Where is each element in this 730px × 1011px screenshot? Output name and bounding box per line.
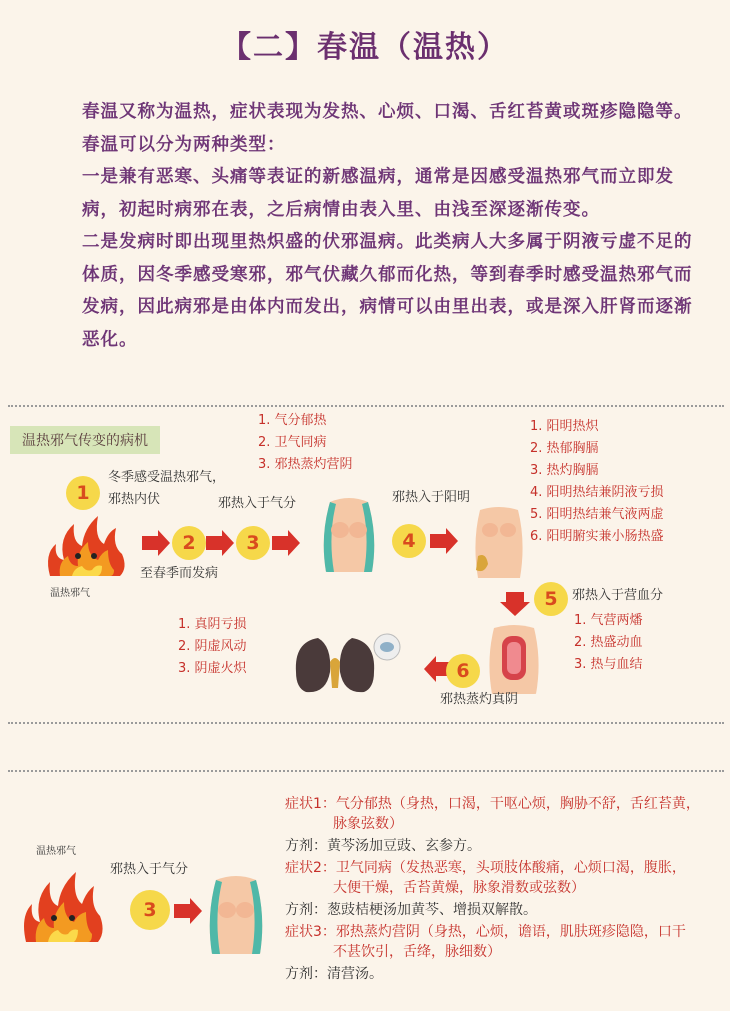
arrow-right-icon	[430, 528, 458, 554]
fire-icon	[42, 510, 130, 580]
step-number-badge: 3	[236, 526, 270, 560]
symptom-text: 不甚饮引，舌绛，脉细数）	[333, 944, 501, 960]
fire-label: 温热邪气	[36, 846, 76, 857]
arrow-right-icon	[174, 898, 202, 924]
list-item: 2. 热郁胸膈	[530, 441, 599, 456]
step1-text: 邪热内伏	[108, 492, 161, 507]
list-item: 1. 气营两燔	[574, 613, 643, 628]
intro-paragraph-2: 一是兼有恶寒、头痛等表证的新感温病，通常是因感受温热邪气而立即发病，初起时病邪在表，之后病情由表入里、由浅至深逐渐传变。	[82, 167, 674, 220]
formula-label: 方剂：	[285, 902, 327, 918]
list-item: 2. 卫气同病	[258, 435, 327, 450]
step6-text: 邪热蒸灼真阴	[440, 692, 519, 707]
kidney-liver-illustration	[292, 632, 378, 698]
list-item: 1. 阳明热炽	[530, 419, 599, 434]
step2-text: 至春季而发病	[140, 566, 219, 581]
formula-label: 方剂：	[285, 966, 327, 982]
symptom-label: 症状2：	[285, 860, 336, 876]
step-text: 邪热入于气分	[110, 862, 189, 877]
intro-paragraph-3: 二是发病时即出现里热炽盛的伏邪温病。此类病人大多属于阴液亏虚不足的体质，因冬季感受寒邪，邪气伏藏久郁而化热，等到春季时感受温热邪气而发病，因此病邪是由体内而发出，病情可以由里出表，或是深入肝肾而逐渐恶化。	[82, 232, 693, 350]
divider	[8, 770, 724, 772]
step3-text: 邪热入于气分	[218, 496, 297, 511]
torso-illustration	[486, 624, 542, 694]
divider	[8, 722, 724, 724]
step4-text: 邪热入于阳明	[392, 490, 471, 505]
symptom-text: 卫气同病（发热恶寒，头项肢体酸痛，心烦口渴，腹胀，	[335, 860, 686, 876]
organ-icon	[372, 632, 402, 662]
list-item: 3. 邪热蒸灼营阴	[258, 457, 353, 472]
arrow-right-icon	[142, 530, 170, 556]
qifen-list	[258, 410, 353, 476]
intro-paragraph-1: 春温又称为温热，症状表现为发热、心烦、口渴、舌红苔黄或斑疹隐隐等。春温可以分为两种类型：	[82, 102, 693, 155]
list-item: 1. 气分郁热	[258, 413, 327, 428]
formula-label: 方剂：	[285, 838, 327, 854]
step1-text: 冬季感受温热邪气，	[108, 470, 226, 485]
symptom-text: 气分郁热（身热，口渴，干呕心烦，胸胁不舒，舌红苔黄，	[335, 796, 700, 812]
diagram-label: 温热邪气传变的病机	[10, 426, 160, 454]
list-item: 3. 热灼胸膈	[530, 463, 599, 478]
formula-text: 黄芩汤加豆豉、玄参方。	[327, 838, 481, 854]
page-title: 【二】春温（温热）	[221, 30, 509, 65]
torso-illustration	[320, 496, 378, 572]
step-number-badge: 4	[392, 524, 426, 558]
zhenyin-list	[178, 614, 247, 680]
symptom-block	[285, 794, 700, 984]
symptom-text: 脉象弦数）	[333, 816, 403, 832]
step-number-badge: 1	[66, 476, 100, 510]
step-number-badge: 2	[172, 526, 206, 560]
arrow-right-icon	[272, 530, 300, 556]
arrow-down-icon	[500, 592, 530, 616]
symptom-label: 症状1：	[285, 796, 336, 812]
symptom-label: 症状3：	[285, 924, 336, 940]
torso-illustration	[206, 874, 266, 954]
step-number-badge: 5	[534, 582, 568, 616]
list-item: 2. 热盛动血	[574, 635, 643, 650]
fire-icon	[18, 866, 110, 946]
fire-label: 温热邪气	[50, 588, 90, 599]
torso-illustration	[470, 506, 528, 578]
yangming-list	[530, 416, 664, 548]
list-item: 4. 阳明热结兼阴液亏损	[530, 485, 664, 500]
divider	[8, 405, 724, 407]
list-item: 2. 阴虚风动	[178, 639, 247, 654]
list-item: 5. 阳明热结兼气液两虚	[530, 507, 664, 522]
step-number-badge: 3	[130, 890, 170, 930]
step5-text: 邪热入于营血分	[572, 588, 664, 603]
arrow-right-icon	[206, 530, 234, 556]
list-item: 3. 热与血结	[574, 657, 643, 672]
list-item: 1. 真阴亏损	[178, 617, 247, 632]
intro-text	[82, 96, 702, 356]
formula-text: 清营汤。	[327, 966, 383, 982]
step-number-badge: 6	[446, 654, 480, 688]
list-item: 3. 阴虚火炽	[178, 661, 247, 676]
symptom-text: 大便干燥，舌苔黄燥，脉象滑数或弦数）	[333, 880, 585, 896]
formula-text: 葱豉桔梗汤加黄芩、增损双解散。	[327, 902, 537, 918]
yingxue-list	[574, 610, 643, 676]
symptom-text: 邪热蒸灼营阴（身热，心烦，谵语，肌肤斑疹隐隐，口干	[335, 924, 686, 940]
list-item: 6. 阳明腑实兼小肠热盛	[530, 529, 664, 544]
